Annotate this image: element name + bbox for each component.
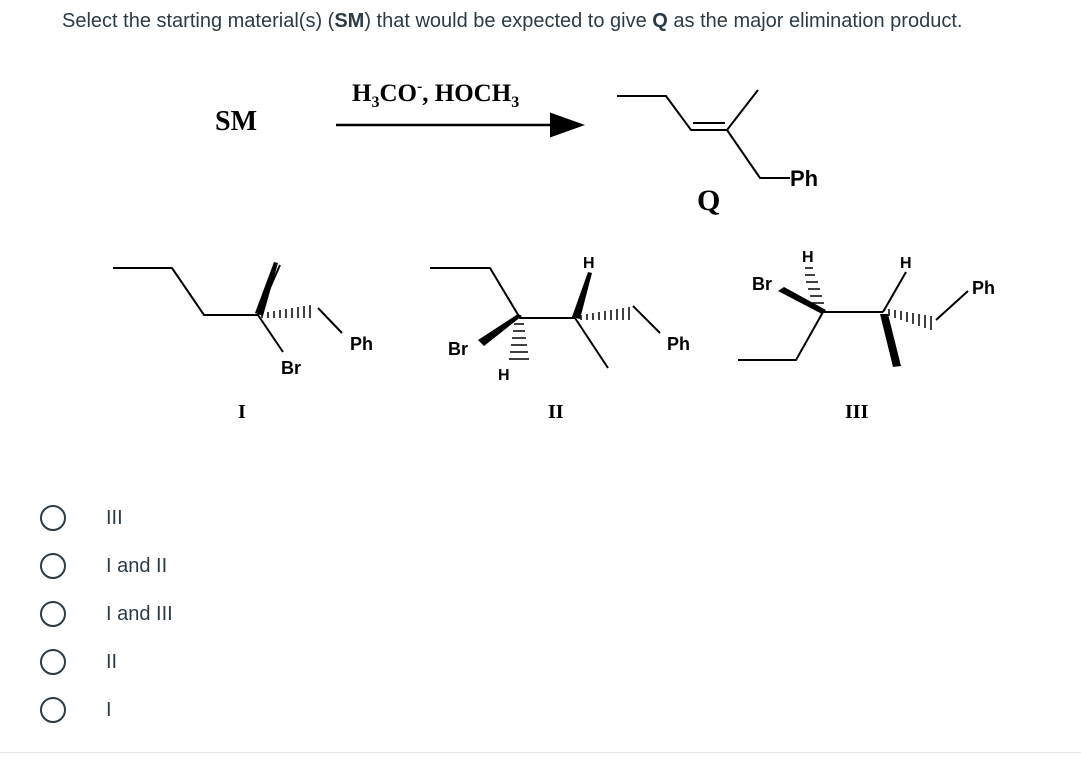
svg-text:Ph: Ph [972,278,996,298]
answer-label: I [106,698,112,721]
svg-text:Ph: Ph [350,334,374,354]
answer-label: III [106,506,123,529]
svg-text:H: H [498,367,510,384]
svg-text:H: H [900,255,912,272]
svg-text:H: H [583,255,595,272]
radio-button[interactable] [40,601,66,627]
svg-text:H: H [802,249,814,266]
divider [0,752,1081,753]
answer-option-i-and-ii[interactable] [40,542,173,590]
sm-label: SM [215,106,257,137]
svg-text:Br: Br [281,358,302,378]
answer-label: I and III [106,602,173,625]
product-q-label: Q [697,184,721,217]
product-ph-label: Ph [790,166,819,191]
radio-button[interactable] [40,553,66,579]
svg-text:I: I [238,401,246,423]
answer-option-i[interactable] [40,686,173,734]
answer-option-ii[interactable] [40,638,173,686]
answer-label: II [106,650,118,673]
structure-iii [738,249,995,423]
answer-option-i-and-iii[interactable] [40,590,173,638]
svg-text:II: II [548,401,564,423]
answer-options [40,494,173,734]
structure-ii [430,255,690,423]
radio-button[interactable] [40,697,66,723]
answer-label: I and II [106,554,168,577]
radio-button[interactable] [40,505,66,531]
product-q-structure [617,90,790,178]
reagent-text: $H_3CO^-$, $HOCH_3$ [352,78,520,111]
answer-option-iii[interactable] [40,494,173,542]
svg-text:Ph: Ph [667,334,691,354]
structure-i [113,262,373,423]
question-text: Select the starting material(s) (SM) that would be expected to give Q as the major elimination product. [62,10,963,32]
radio-button[interactable] [40,649,66,675]
svg-text:Br: Br [752,274,773,294]
svg-text:Br: Br [448,339,469,359]
svg-text:III: III [845,401,869,423]
